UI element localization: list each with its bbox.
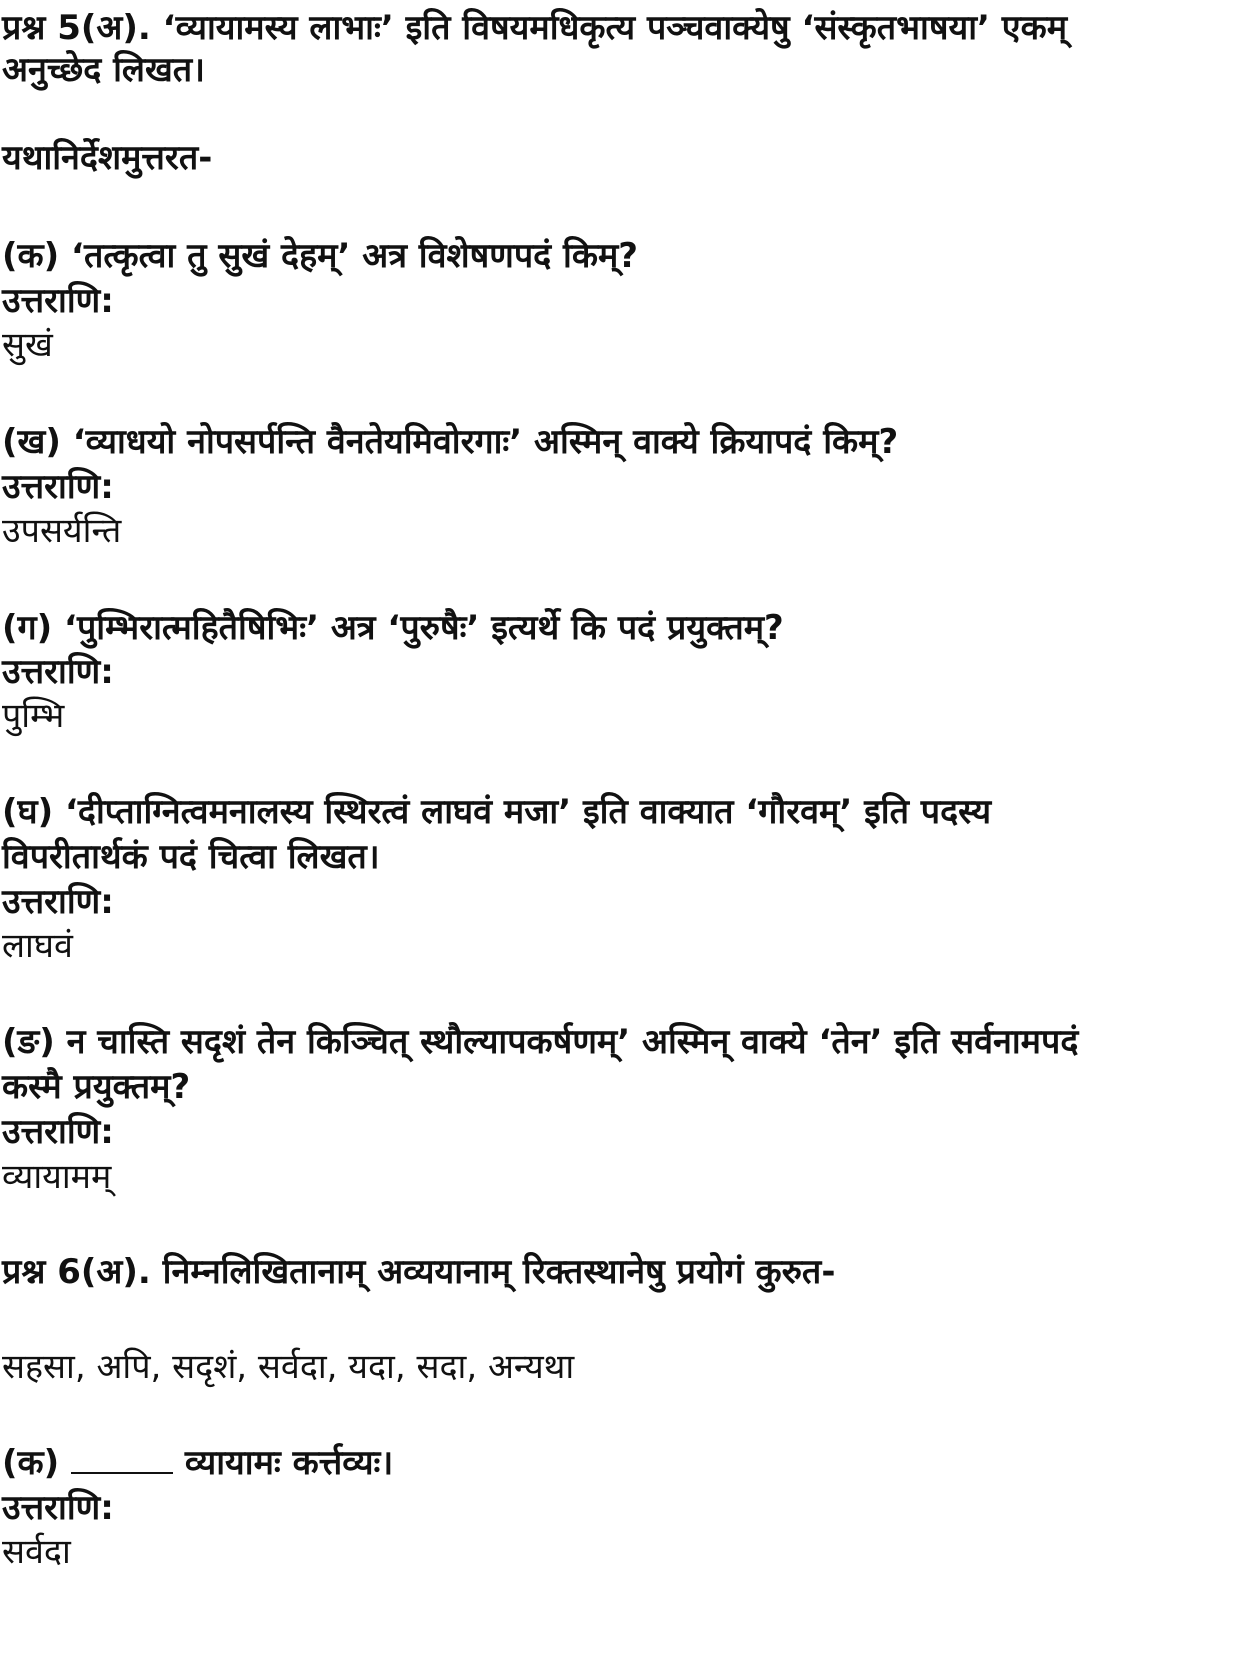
q5-item-ka-answer-label: उत्तराणि:	[2, 281, 114, 321]
q5-item-gha-answer: लाघवं	[2, 926, 73, 966]
q6-word-bank: सहसा, अपि, सदृशं, सर्वदा, यदा, सदा, अन्यथा	[2, 1347, 575, 1387]
q5-item-ga-question: (ग) ‘पुम्भिरात्महितैषिभिः’ अत्र ‘पुरुषैः’ इत्यर्थे कि पदं प्रयुक्तम्?	[2, 608, 784, 648]
q5-item-nga-answer: व्यायामम्	[2, 1157, 112, 1197]
q5-item-gha-question-line2: विपरीतार्थकं पदं चित्वा लिखत।	[2, 837, 380, 877]
q5-item-nga-answer-label: उत्तराणि:	[2, 1112, 114, 1152]
q6-item-ka	[2, 1441, 1242, 1485]
q5-item-ka-question: (क) ‘तत्कृत्वा तु सुखं देहम्’ अत्र विशेषणपदं किम्?	[2, 236, 639, 276]
q5-item-ka-answer: सुखं	[2, 325, 53, 365]
q5-heading-line1: प्रश्न 5(अ). ‘व्यायामस्य लाभाः’ इति विषयमधिकृत्य पञ्चवाक्येषु ‘संस्कृतभाषया’ एकम्	[2, 8, 1068, 48]
q6-answer-label: उत्तराणि:	[2, 1488, 114, 1528]
q5-item-kha-answer-label: उत्तराणि:	[2, 467, 114, 507]
q5-instruction: यथानिर्देशमुत्तरत-	[2, 138, 213, 178]
q5-item-kha-answer: उपसर्यन्ति	[2, 511, 122, 551]
q5-item-ga-answer-label: उत्तराणि:	[2, 652, 114, 692]
q6-item-ka-prefix: (क)	[2, 1443, 60, 1483]
q6-heading: प्रश्न 6(अ). निम्नलिखितानाम् अव्ययानाम् रिक्तस्थानेषु प्रयोगं कुरुत-	[2, 1252, 836, 1292]
q5-item-kha-question: (ख) ‘व्याधयो नोपसर्पन्ति वैनतेयमिवोरगाः’ अस्मिन् वाक्ये क्रियापदं किम्?	[2, 422, 899, 462]
fill-in-blank	[71, 1446, 173, 1474]
q5-heading-line2: अनुच्छेद लिखत।	[2, 50, 206, 90]
q5-item-nga-question-line2: कस्मै प्रयुक्तम्?	[2, 1067, 191, 1107]
q5-item-ga-answer: पुम्भि	[2, 696, 65, 736]
q5-item-gha-answer-label: उत्तराणि:	[2, 882, 114, 922]
q5-item-nga-question-line1: (ङ) न चास्ति सदृशं तेन किञ्चित् स्थौल्यापकर्षणम्’ अस्मिन् वाक्ये ‘तेन’ इति सर्वनामपदं	[2, 1022, 1079, 1062]
q6-answer: सर्वदा	[2, 1532, 71, 1572]
q5-item-gha-question-line1: (घ) ‘दीप्ताग्नित्वमनालस्य स्थिरत्वं लाघवं मजा’ इति वाक्यात ‘गौरवम्’ इति पदस्य	[2, 792, 992, 832]
q6-item-ka-suffix: व्यायामः कर्त्तव्यः।	[184, 1443, 394, 1483]
